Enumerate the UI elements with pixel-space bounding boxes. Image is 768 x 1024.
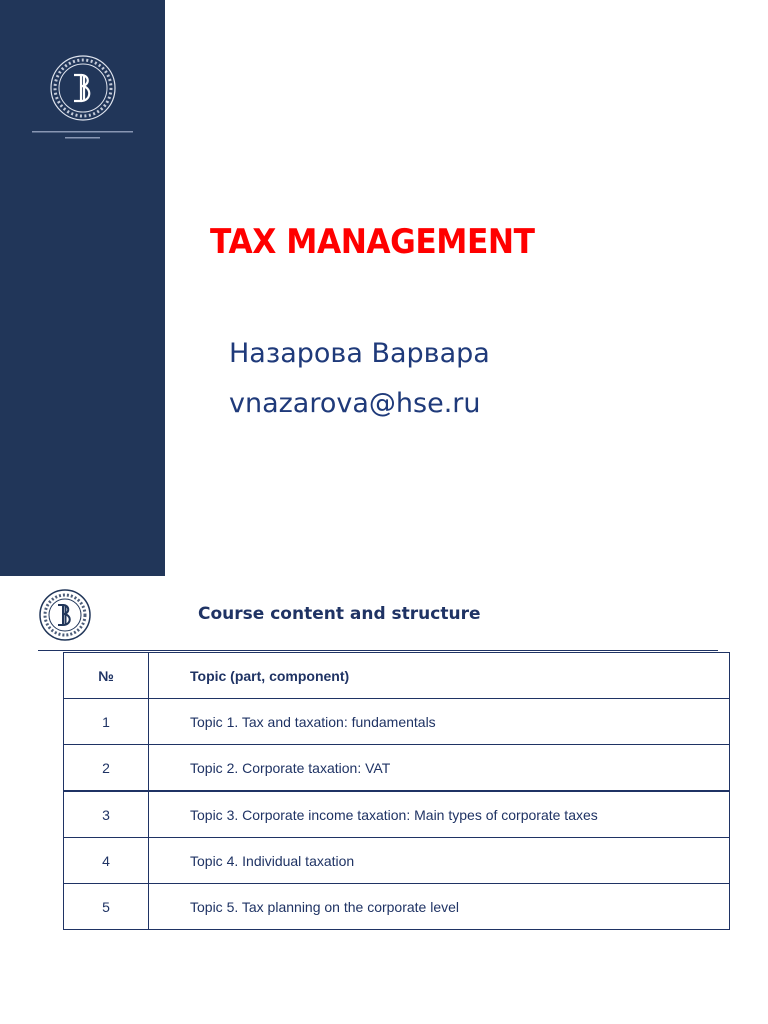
- column-header-topic: Topic (part, component): [149, 653, 730, 699]
- course-topics-table: [63, 652, 730, 930]
- course-structure-slide: [0, 576, 768, 1024]
- hse-emblem-icon: [38, 588, 92, 642]
- table-row: [64, 699, 730, 745]
- row-number: 2: [64, 745, 149, 792]
- hse-emblem-icon: [50, 53, 116, 123]
- heading-divider: [38, 650, 718, 651]
- row-number: 1: [64, 699, 149, 745]
- table-row: [64, 838, 730, 884]
- table-row: [64, 884, 730, 930]
- logo-caption-icon: [30, 128, 135, 142]
- table-row: [64, 745, 730, 792]
- table-row: [64, 791, 730, 838]
- row-topic: Topic 2. Corporate taxation: VAT: [149, 745, 730, 792]
- row-number: 5: [64, 884, 149, 930]
- table-header-row: [64, 653, 730, 699]
- author-email: vnazarova@hse.ru: [229, 388, 481, 419]
- row-topic: Topic 4. Individual taxation: [149, 838, 730, 884]
- author-name: Назарова Варвара: [229, 338, 490, 369]
- row-topic: Topic 5. Tax planning on the corporate level: [149, 884, 730, 930]
- side-bar: [0, 0, 165, 576]
- row-topic: Topic 3. Corporate income taxation: Main types of corporate taxes: [149, 791, 730, 838]
- row-number: 3: [64, 791, 149, 838]
- slide-heading: Course content and structure: [198, 604, 481, 624]
- row-number: 4: [64, 838, 149, 884]
- row-topic: Topic 1. Tax and taxation: fundamentals: [149, 699, 730, 745]
- column-header-number: №: [64, 653, 149, 699]
- presentation-title: TAX MANAGEMENT: [210, 222, 535, 262]
